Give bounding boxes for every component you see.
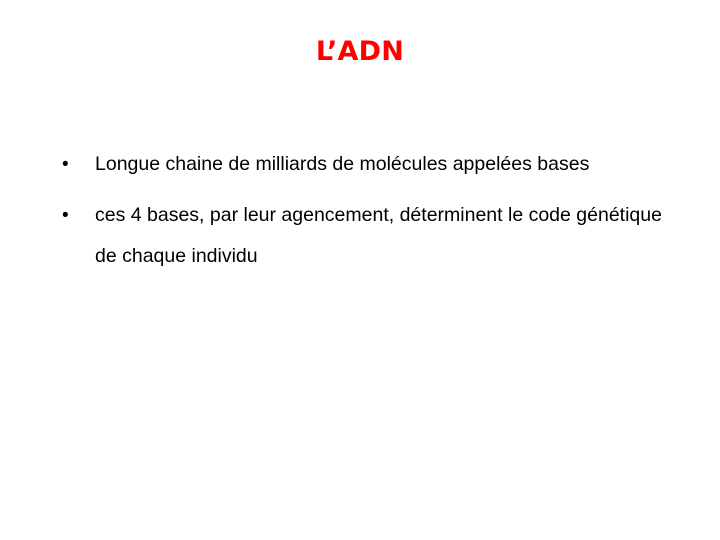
bullet-item	[62, 144, 682, 185]
slide-title: L’ADN	[315, 36, 405, 67]
bullet-text: Longue chaine de milliards de molécules appelées bases	[95, 153, 590, 175]
bullet-icon: •	[62, 154, 69, 175]
bullet-item	[62, 195, 682, 277]
bullet-list	[62, 144, 682, 287]
bullet-icon: •	[62, 205, 69, 226]
bullet-text: ces 4 bases, par leur agencement, déterminent le code génétique de chaque individu	[95, 204, 662, 267]
